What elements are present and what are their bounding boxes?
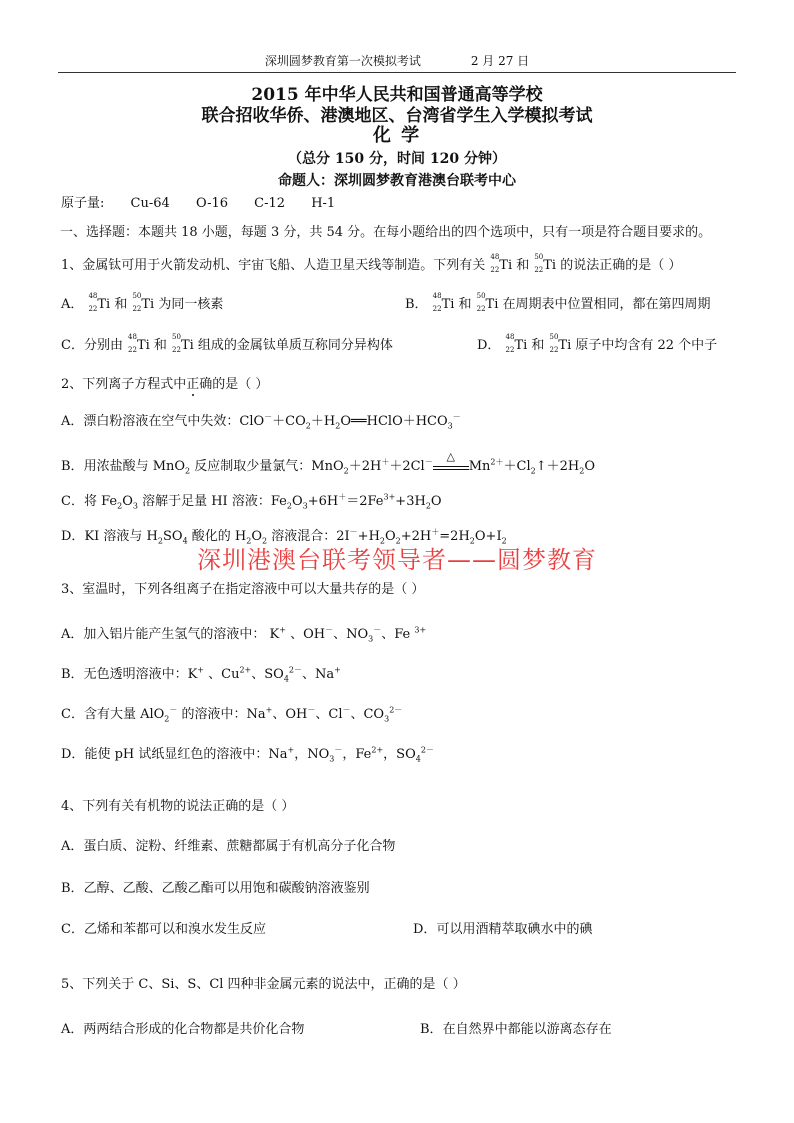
q1-option-d: D． 48 22 Ti 和 50 22 Ti 原子中均含有 22 个中子 [477,333,718,354]
exam-title-line2: 联合招收华侨、港澳地区、台湾省学生入学模拟考试 [201,106,593,126]
q4-option-c: C．乙烯和苯都可以和溴水发生反应 [61,922,266,937]
q3-option-a: A．加入铝片能产生氢气的溶液中： K+ 、OH－、$NO_3^-$、Fe $^{3+}$ [61,625,427,644]
q1-stem: 1、金属钛可用于火箭发动机、宇宙飞船、人造卫星天线等制造。下列有关 48 22 Ti 和 50 22 Ti 的说法正确的是（ ） [61,253,682,274]
atomic-mass [61,192,357,211]
section-instructions: 一、选择题：本题共 18 小题，每题 3 分，共 54 分。在每小题给出的四个选项中，只有一项是符合题目要求的。 [60,225,712,240]
atomic-mass-cu: Cu-64 [130,196,170,211]
author-line: 命题人：深圳圆梦教育港澳台联考中心 [278,173,516,189]
q5-option-b: B．在自然界中都能以游离态存在 [420,1022,612,1037]
exam-title-line1: 2015 年中华人民共和国普通高等学校 [251,85,543,105]
header-rule [58,72,736,73]
heating-condition-sign: △ [433,464,469,470]
q2-option-d: D．KI 溶液与 $H_2SO_4$ 酸化的 $H_2O_2$ 溶液混合：$2I^-+H_2O_2+2H^+=2H_2O+I_2$ [61,527,507,546]
q1-option-c: C．分别由 48 22 Ti 和 50 22 Ti 组成的金属钛单质互称同分异构体 [61,333,393,354]
atomic-mass-label: 原子量: [61,196,105,211]
q1-option-a: A． 48 22 Ti 和 50 22 Ti 为同一核素 [61,292,224,313]
q4-option-a: A．蛋白质、淀粉、纤维素、蔗糖都属于有机高分子化合物 [61,839,396,854]
q3-option-b: B．无色透明溶液中：K+ 、$Cu^{2+}$、$SO_4^{2-}$、Na+ [61,665,341,684]
q2-option-c: C．将 $Fe_2O_3$ 溶解于足量 HI 溶液：$Fe_2O_3+6H^+=2Fe^{3+}+3H_2O$ [61,492,442,511]
watermark: 深圳港澳台联考领导者——圆梦教育 [197,546,597,574]
atomic-mass-c: C-12 [254,196,286,211]
q5-option-a: A．两两结合形成的化合物都是共价化合物 [61,1022,305,1037]
q4-option-b: B．乙醇、乙酸、乙酸乙酯可以用饱和碳酸钠溶液鉴别 [61,881,370,896]
q2-stem: 2、下列离子方程式中正确的是（ ） [61,377,269,392]
header-date: 2 月 27 日 [470,54,530,68]
q5-stem: 5、下列关于 C、Si、S、Cl 四种非金属元素的说法中，正确的是（ ） [61,977,466,992]
q2-option-b: B．用浓盐酸与 MnO$_2$ 反应制取少量氯气：MnO$_2$＋2H＋＋2Cl－ △ $Mn^{2+}+Cl_2↑+2H_2O$ [61,450,595,476]
q1-option-b: B． 48 22 Ti 和 50 22 Ti 在周期表中位置相同，都在第四周期 [405,292,711,313]
atomic-mass-h: H-1 [311,196,336,211]
q3-stem: 3、室温时，下列各组离子在指定溶液中可以大量共存的是（ ） [61,582,425,597]
q3-option-c: C．含有大量 AlO$_2$－ 的溶液中：Na+、OH－、Cl－、$CO_3^{2-}$ [61,705,403,724]
running-header [0,52,794,69]
q4-stem: 4、下列有关有机物的说法正确的是（ ） [61,799,295,814]
subject-title: 化 学 [372,125,422,146]
q2-option-a: A．漂白粉溶液在空气中失效：$ClO^-+CO_2+H_2O══HClO+HCO_3^-$ [61,412,461,431]
q3-option-d: D．能使 pH 试纸显红色的溶液中：Na+，$NO_3^-$，$Fe^{2+}$，$SO_4^{2-}$ [61,745,434,764]
header-text: 深圳圆梦教育第一次模拟考试 [264,54,421,68]
atomic-mass-o: O-16 [195,196,229,211]
score-time: （总分 150 分，时间 120 分钟） [288,151,506,167]
q4-option-d: D．可以用酒精萃取碘水中的碘 [413,922,593,937]
